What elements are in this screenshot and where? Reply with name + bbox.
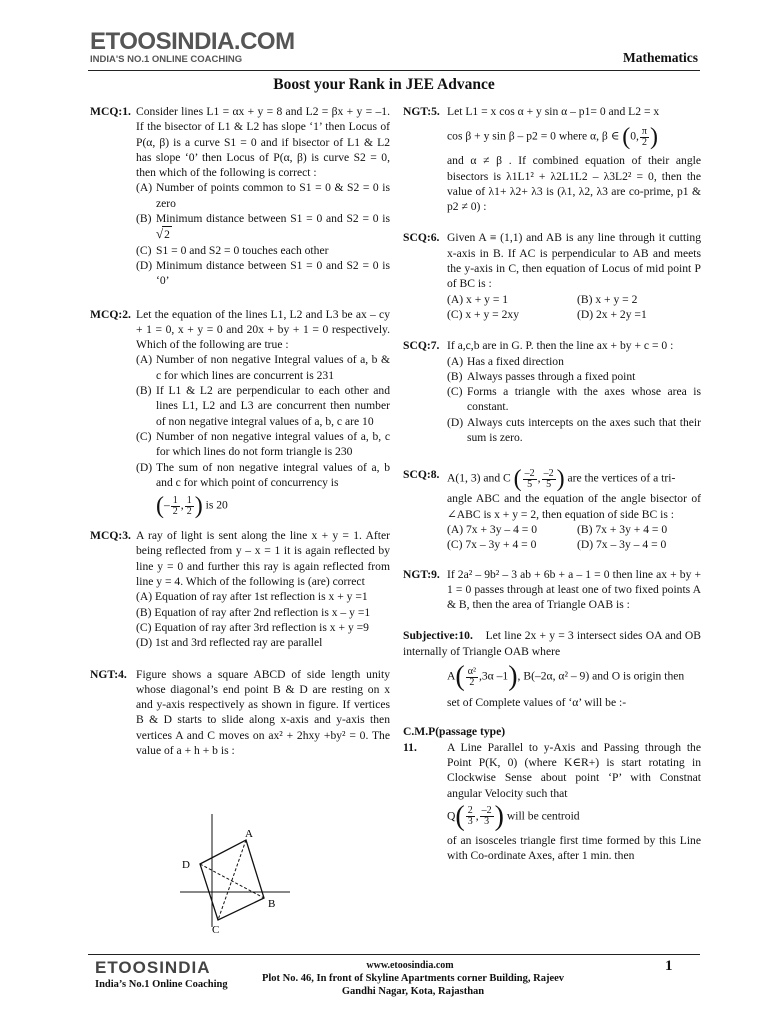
question-number: 11. [403,740,417,754]
question-9 [403,567,701,613]
question-text: Consider lines L1 = αx + y = 8 and L2 = βx + y = –1. If the bisector of L1 & L2 has slope ‘1’ then Locus of P(α, β) is a curve S1 = 0 and if bisector of L1 & L2 has slope ‘0’ then Locus of P(α, β) is curve S2 = 0, then which of the following is correct : [136,105,390,180]
question-number: NGT:4. [90,667,127,681]
option-d: (D) 2x + 2y =1 [577,307,647,321]
subject-label: Mathematics [623,50,698,65]
option-c: (C) Number of non negative integral values of a, b, c for which lines do not form triangle is 230 [136,429,390,459]
question-text: A ray of light is sent along the line x + y = 1. After being reflected from y – x = 1 it is again reflected by line y = 0 and further this ray is again reflected from line y = 4. Which of the following is (are) correct [136,529,390,589]
vertex-label-a: A [245,828,253,840]
question-text-line1: A(1, 3) and C ( $\frac{-2}{5}$ , $\frac{-2}{5}$ ) are the vertices of a tri- [447,466,676,493]
option-b: (B) Minimum distance between S1 = 0 and S2 = 0 is √2 [136,212,390,242]
question-6 [403,230,701,322]
question-7 [403,338,701,445]
vertex-label-b: B [268,898,276,910]
footer-logo: ETOOSINDIA [95,958,211,977]
question-8 [403,467,701,552]
etoosindia-logo [90,30,295,65]
option-b: (B) Always passes through a fixed point [447,369,636,383]
option-a: (A) Equation of ray after 1st reflection is x + y =1 [136,590,368,604]
question-text-tail: of an isosceles triangle first time formed by this Line with Co-ordinate Axes, after 1 min. then [447,833,701,863]
question-number: SCQ:6. [403,231,440,245]
question-2 [90,307,390,519]
question-number: MCQ:3. [90,529,131,543]
question-number: Subjective:10. [403,629,473,643]
question-text: Let the equation of the lines L1, L2 and L3 be ax – cy + 1 = 0, x + y = 0 and 20x + by + 1 = 0 respectively. Which of the following are true : [136,307,390,352]
question-text: A Line Parallel to y-Axis and Passing through the Point P(K, 0) (where K∈R+) is start rotating in Clockwise Sense about point ‘P’ with Constnat angular Velocity such that [447,740,701,800]
option-d: (D) The sum of non negative integral values of a, b and c for which point of concurrency is (– $\frac{1}{2}$ , $\frac{1}{2}$ ) is 20 [136,460,390,520]
question-text: Given A ≡ (1,1) and AB is any line through it cutting x-axis in B. If AC is perpendicular to AB and meets the y-axis in C, then equation of Locus of mid point P of BC is : [447,231,701,291]
question-number: MCQ:1. [90,105,131,118]
option-b: (B) 7x + 3y + 4 = 0 [577,522,668,536]
option-b: (B) Equation of ray after 2nd reflection is x – y =1 [136,605,371,619]
footer-rule [88,954,700,955]
question-text: If a,c,b are in G. P. then the line ax + by + c = 0 : [447,339,674,353]
question-text: If 2a² – 9b² – 3 ab + 6b + a – 1 = 0 then line ax + by + 1 = 0 passes through at least one of two fixed points A & B, then the area of Triangle OAB is : [447,567,701,612]
option-c: (C) 7x – 3y + 4 = 0 [447,538,537,552]
right-column [403,104,701,873]
option-a: (A) Number of non negative Integral values of a, b & c for which lines are concurrent is 231 [136,353,390,382]
option-d: (D) Always cuts intercepts on the axes such that their sum is zero. [447,415,701,445]
option-b: (B) If L1 & L2 are perpendicular to each other and lines L1, L2 and L3 are concurrent then number of non negative integral values of a, b, c are 10 [136,384,390,428]
footer-website: www.etoosindia.com [366,960,454,971]
logo-tagline: INDIA'S NO.1 ONLINE COACHING [90,54,243,65]
question-text-tail: set of Complete values of ‘α’ will be :- [447,696,627,710]
footer-tagline: India’s No.1 Online Coaching [95,979,228,990]
question-text: Subjective:10. Let line 2x + y = 3 intersect sides OA and OB internally of Triangle OAB where [403,629,702,658]
section-heading: C.M.P(passage type) [403,725,506,739]
sqrt-value: 2 [164,228,170,242]
question-number: NGT:5. [403,105,440,118]
question-text: angle ABC and the equation of the angle bisector of ∠ABC is x + y = 2, then equation of side BC is : [447,492,701,521]
question-number: MCQ:2. [90,307,131,321]
vertex-label-d: D [182,859,190,871]
logo-text: ETOOSINDIA.COM [90,28,295,55]
option-d: (D) 7x – 3y – 4 = 0 [577,538,667,552]
footer-address: Plot No. 46, In front of Skyline Apartments corner Building, Rajeev Gandhi Nagar, Kota, Rajasthan [261,973,565,997]
options-grid [447,522,701,553]
option-a: (A) 7x + 3y – 4 = 0 [447,522,538,536]
square-abcd-figure [172,812,292,937]
question-4 [90,667,390,759]
question-text: Figure shows a square ABCD of side length unity whose diagonal’s end point B & D are resting on x and y-axis respectively as shown in figure. If vertices B & D starts to slide along x-axis and y-axis then vertices A and C moves on ax² + 2hxy +by² = 0. The value of a + h + b is : [136,667,390,757]
option-c: (C) S1 = 0 and S2 = 0 touches each other [136,243,329,257]
option-c: (C) Equation of ray after 3rd reflection is x + y =9 [136,620,369,634]
vertex-label-c: C [212,924,220,936]
option-d: (D) 1st and 3rd reflected ray are parallel [136,636,323,650]
question-text: and α ≠ β . If combined equation of their angle bisectors is λ1L1² + λ2L1L2 – λ3L2² = 0, then the value of λ1+ λ2+ λ3 is (λ1, λ2, λ3 are co-prime, p1 & p2 ≠ 0) : [447,154,701,214]
concurrency-point: (– $\frac{1}{2}$ , $\frac{1}{2}$ ) is 20 [156,493,228,520]
options-grid [447,292,701,323]
question-number: SCQ:7. [403,339,440,353]
option-c: (C) x + y = 2xy [447,307,520,321]
question-11 [403,724,701,863]
question-text-line1: Let L1 = x cos α + y sin α – p1= 0 and L2 = x [447,105,660,118]
question-body [403,740,701,864]
point-a-expression: A( $\frac{\text{α²}}{2}$ ,3α –1), B(–2α, α² – 9) and O is origin then [447,661,685,693]
option-a: (A) Has a fixed direction [447,354,564,368]
question-text-line2: cos β + y sin β – p2 = 0 where α, β ∈ (0, $\frac{\pi}{2}$ ) [447,124,658,151]
question-number: NGT:9. [403,567,440,581]
question-3 [90,528,390,650]
question-5 [403,104,701,214]
header-rule [88,70,700,71]
page-number: 1 [665,958,673,974]
question-number: SCQ:8. [403,468,440,482]
option-b: (B) x + y = 2 [577,292,638,306]
option-d: (D) Minimum distance between S1 = 0 and S2 = 0 is ‘0’ [136,258,390,288]
point-q-expression: Q( $\frac{2}{3}$ , $\frac{-2}{3}$ ) will be centroid [447,800,580,832]
option-c: (C) Forms a triangle with the axes whose area is constant. [447,385,701,414]
left-column [90,104,390,768]
question-1 [90,104,390,289]
option-a: (A) Number of points common to S1 = 0 & S2 = 0 is zero [136,181,390,210]
page-title: Boost your Rank in JEE Advance [273,76,495,93]
question-10 [403,628,701,710]
option-a: (A) x + y = 1 [447,292,509,306]
